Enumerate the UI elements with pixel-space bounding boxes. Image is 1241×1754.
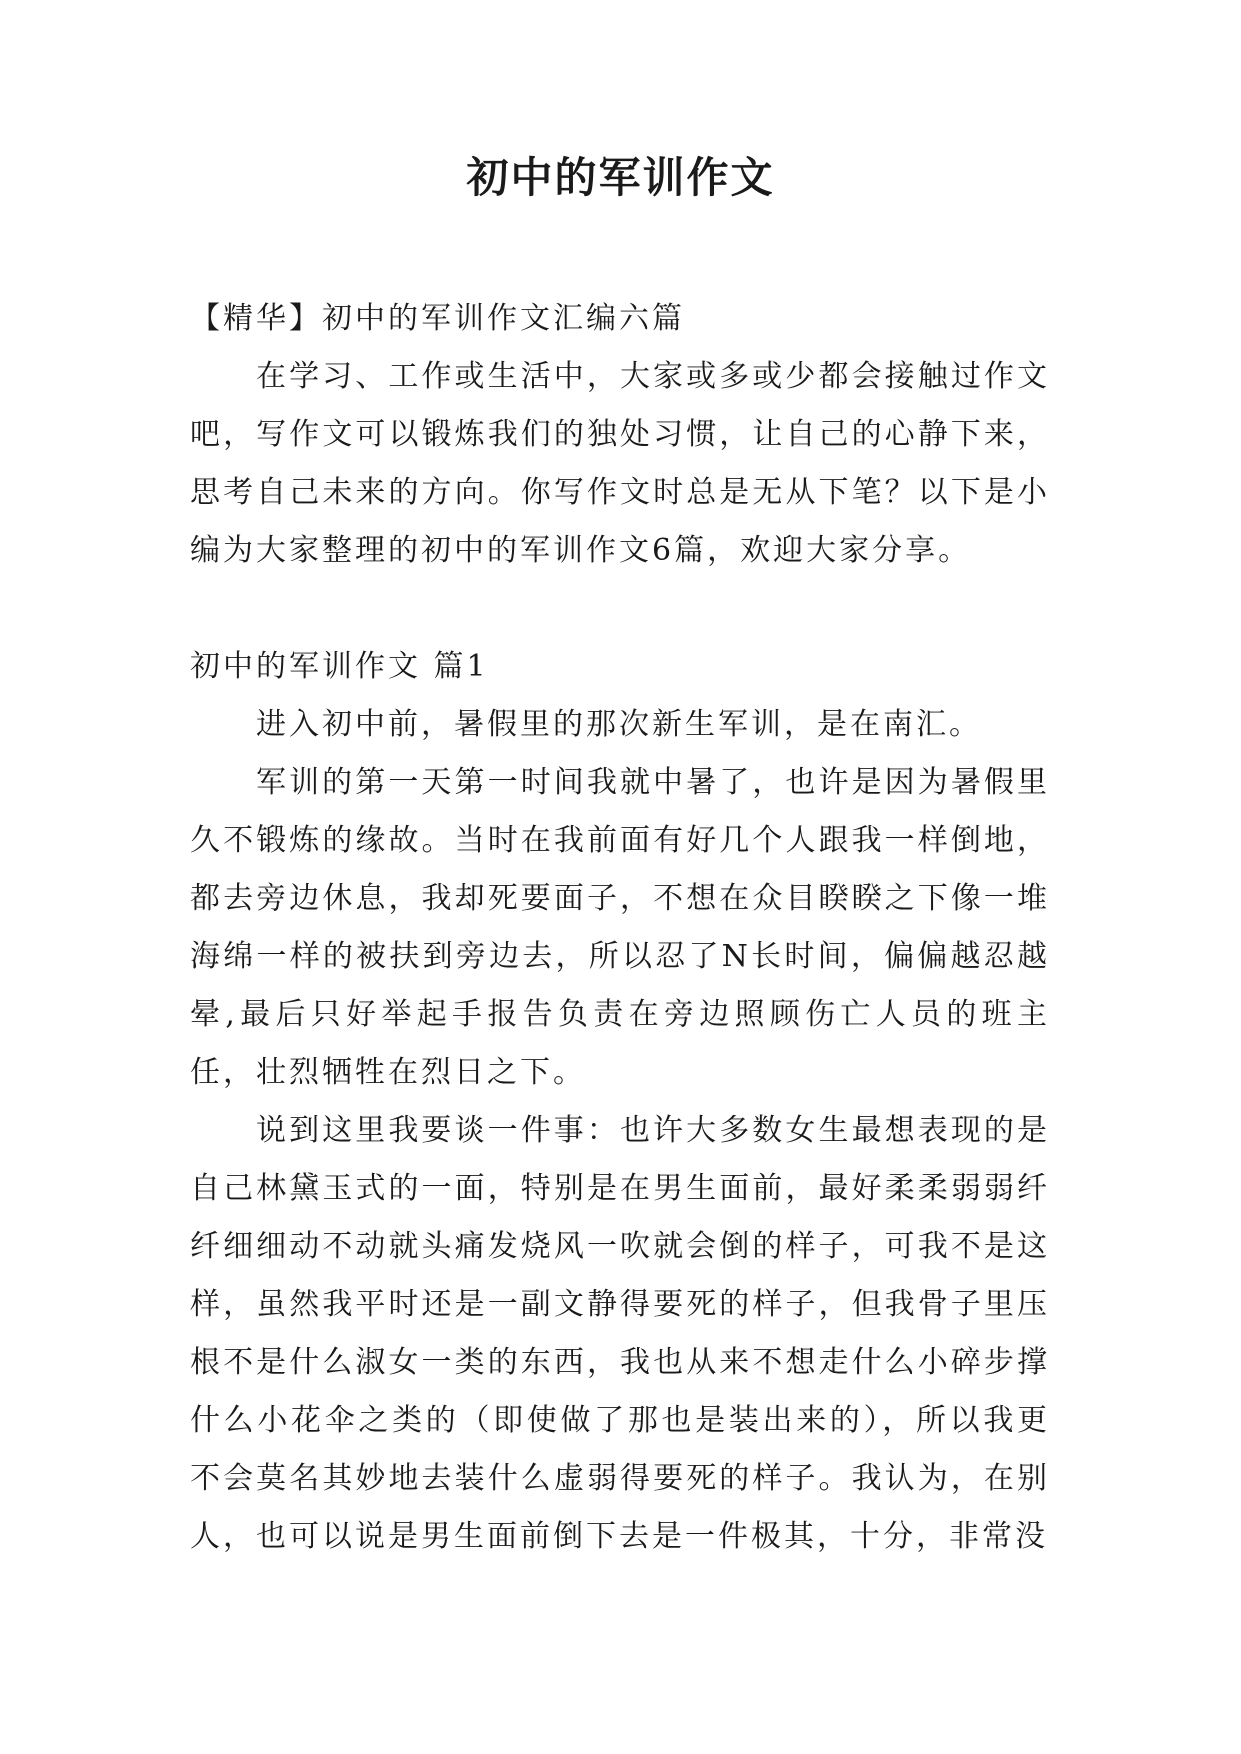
page-title: 初中的军训作文 <box>466 153 775 202</box>
section-spacer <box>190 580 1050 638</box>
section-heading: 初中的军训作文 篇1 <box>190 649 489 684</box>
document-body <box>190 290 1050 1566</box>
paragraph: 说到这里我要谈一件事：也许大多数女生最想表现的是自己林黛玉式的一面，特别是在男生面前，最好柔柔弱弱纤纤细细动不动就头痛发烧风一吹就会倒的样子，可我不是这样，虽然我平时还是一副文静得要死的样子，但我骨子里压根不是什么淑女一类的东西，我也从来不想走什么小碎步撑什么小花伞之类的（即使做了那也是装出来的），所以我更不会莫名其妙地去装什么虚弱得要死的样子。我认为，在别人，也可以说是男生面前倒下去是一件极其，十分，非常没 <box>190 1113 1050 1554</box>
intro-paragraph: 在学习、工作或生活中，大家或多或少都会接触过作文吧，写作文可以锻炼我们的独处习惯，让自己的心静下来，思考自己未来的方向。你写作文时总是无从下笔？以下是小编为大家整理的初中的军训作文6篇，欢迎大家分享。 <box>190 359 1050 568</box>
paragraph: 进入初中前，暑假里的那次新生军训，是在南汇。 <box>256 707 982 742</box>
paragraph: 军训的第一天第一时间我就中暑了，也许是因为暑假里久不锻炼的缘故。当时在我前面有好几个人跟我一样倒地，都去旁边休息，我却死要面子，不想在众目睽睽之下像一堆海绵一样的被扶到旁边去，所以忍了N长时间，偏偏越忍越晕,最后只好举起手报告负责在旁边照顾伤亡人员的班主任，壮烈牺牲在烈日之下。 <box>190 765 1050 1090</box>
document-subtitle: 【精华】初中的军训作文汇编六篇 <box>190 301 685 336</box>
